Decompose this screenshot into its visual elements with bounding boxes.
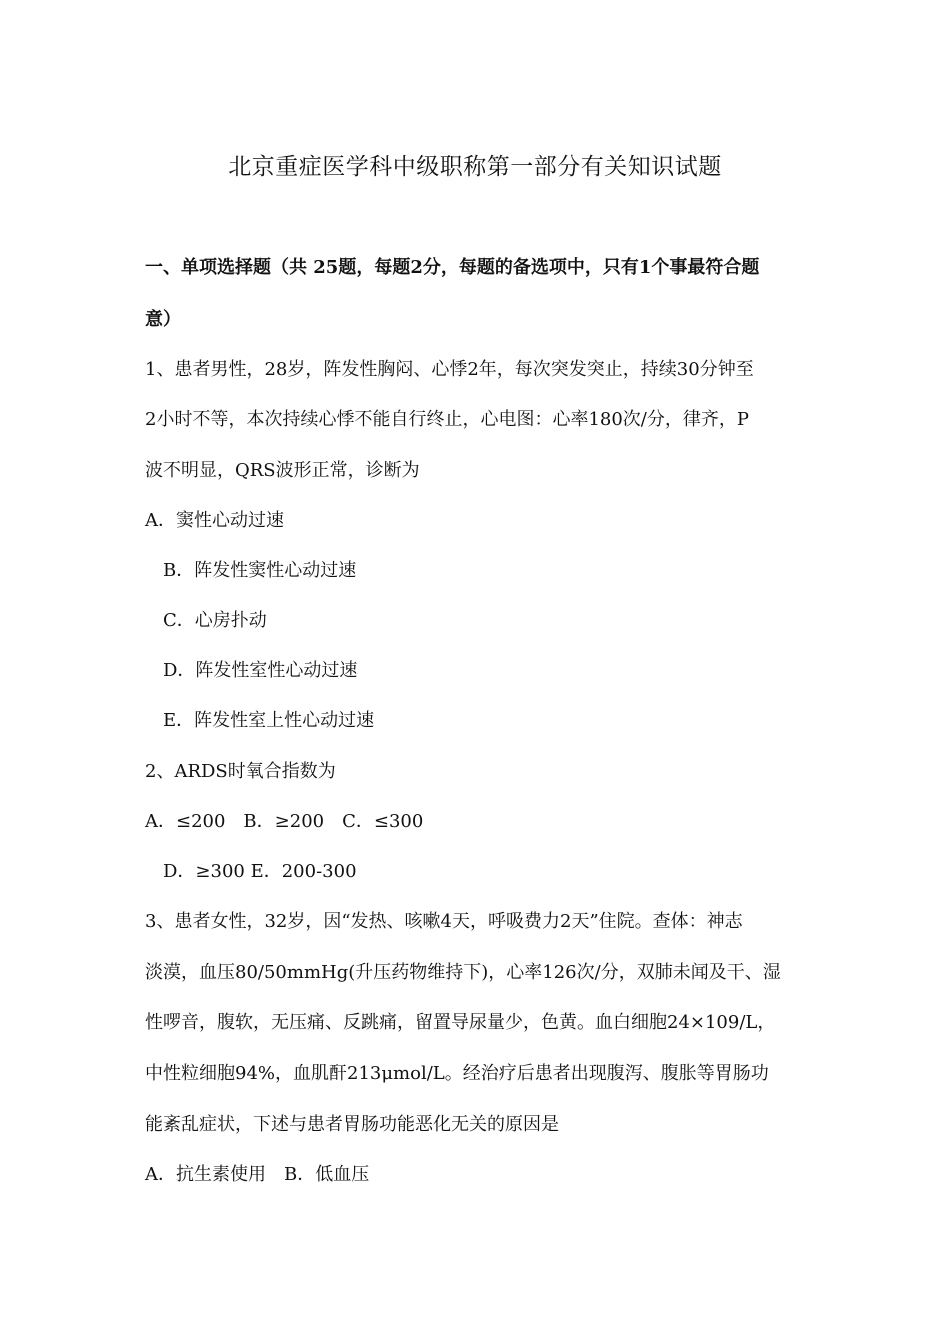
question-3-line-5: 能紊乱症状，下述与患者胃肠功能恶化无关的原因是 <box>145 1114 559 1135</box>
question-3-line-3: 性啰音，腹软，无压痛、反跳痛，留置导尿量少，色黄。血白细胞24×109/L， <box>145 1012 776 1033</box>
question-1-line-3: 波不明显，QRS波形正常，诊断为 <box>145 460 420 481</box>
section-heading-line-2: 意） <box>145 309 181 330</box>
question-3-line-4: 中性粒细胞94%，血肌酐213μmol/L。经治疗后患者出现腹泻、腹胀等胃肠功 <box>145 1063 769 1084</box>
question-2-options-line-2: D．≥300 E．200-300 <box>163 861 357 882</box>
question-1-option-b: B．阵发性窦性心动过速 <box>163 560 357 581</box>
section-heading-line-1: 一、单项选择题（共 25题，每题2分，每题的备选项中，只有1个事最符合题 <box>145 257 760 278</box>
question-3-options-line-1: A．抗生素使用 B．低血压 <box>145 1164 370 1185</box>
question-1-option-a: A．窦性心动过速 <box>145 510 284 531</box>
question-3-line-2: 淡漠，血压80/50mmHg(升压药物维持下)，心率126次/分，双肺未闻及干、湿 <box>145 962 781 983</box>
question-1-line-1: 1、患者男性，28岁，阵发性胸闷、心悸2年，每次突发突止，持续30分钟至 <box>145 359 754 380</box>
question-1-option-e: E．阵发性室上性心动过速 <box>163 710 375 731</box>
question-1-line-2: 2小时不等，本次持续心悸不能自行终止，心电图：心率180次/分，律齐，P <box>145 409 749 430</box>
question-2-options-line-1: A．≤200 B．≥200 C．≤300 <box>145 811 424 832</box>
question-3-line-1: 3、患者女性，32岁，因“发热、咳嗽4天，呼吸费力2天”住院。查体：神志 <box>145 911 743 932</box>
page-title: 北京重症医学科中级职称第一部分有关知识试题 <box>228 154 722 180</box>
question-1-option-d: D．阵发性室性心动过速 <box>163 660 358 681</box>
question-2-line-1: 2、ARDS时氧合指数为 <box>145 761 336 782</box>
question-1-option-c: C．心房扑动 <box>163 610 267 631</box>
